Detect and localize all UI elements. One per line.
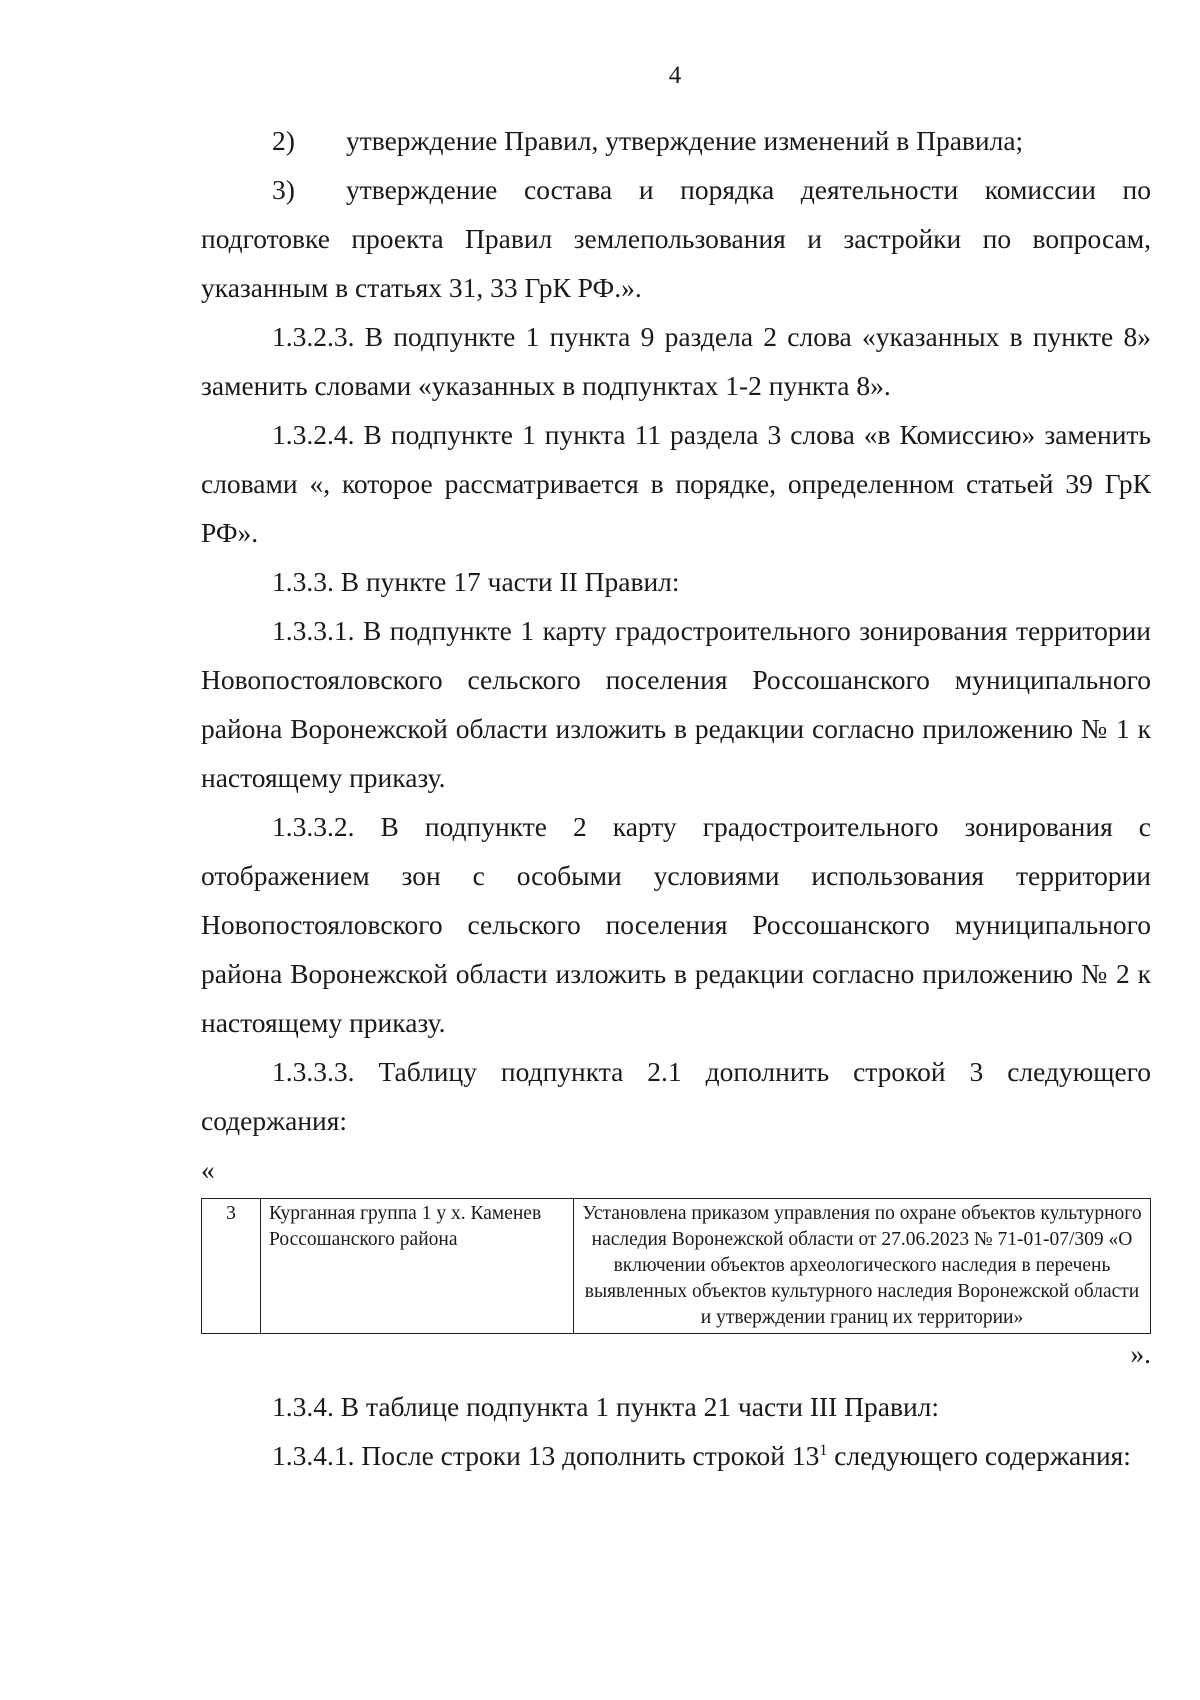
- paragraph-1-3-4: 1.3.4. В таблице подпункта 1 пункта 21 части III Правил:: [272, 1391, 940, 1422]
- paragraph-text: 1.3.4.1. После строки 13 дополнить строкой 13: [272, 1440, 820, 1471]
- close-quote: ».: [1130, 1338, 1151, 1369]
- paragraph-text: следующего содержания:: [827, 1440, 1131, 1471]
- superscript-number: 1: [819, 1441, 828, 1459]
- open-quote: «: [201, 1154, 215, 1185]
- list-item-text: утверждение Правил, утверждение изменений в Правила;: [346, 125, 1024, 156]
- document-body: [201, 116, 1151, 1480]
- paragraph-1-3-2-3: 1.3.2.3. В подпункте 1 пункта 9 раздела 2 слова «указанных в пункте 8» заменить словами «указанных в подпунктах 1-2 пункта 8».: [201, 321, 1151, 401]
- list-item-3: [201, 165, 1151, 312]
- list-item-text: утверждение состава и порядка деятельности комиссии по подготовке проекта Правил землепользования и застройки по вопросам, указанным в статьях 31, 33 ГрК РФ.».: [201, 174, 1151, 303]
- table-row: [202, 1199, 1151, 1334]
- inserted-table: [201, 1198, 1151, 1334]
- page-number: 4: [668, 62, 682, 89]
- paragraph-1-3-3: 1.3.3. В пункте 17 части II Правил:: [272, 566, 680, 597]
- paragraph-1-3-3-3: 1.3.3.3. Таблицу подпункта 2.1 дополнить строкой 3 следующего содержания:: [201, 1056, 1151, 1136]
- paragraph-1-3-3-2: 1.3.3.2. В подпункте 2 карту градостроительного зонирования с отображением зон с особыми условиями использования территории Новопостояловского сельского поселения Россошанского муниципального района Воронежской области изложить в редакции согласно приложению № 2 к настоящему приказу.: [201, 811, 1151, 1038]
- table-cell-name: Курганная группа 1 у х. Каменев Россошанского района: [261, 1199, 574, 1334]
- list-item-number: 3): [272, 174, 295, 205]
- table-cell-description: Установлена приказом управления по охране объектов культурного наследия Воронежской области от 27.06.2023 № 71-01-07/309 «О включении объектов археологического наследия в перечень выявленных объектов культурного наследия Воронежской области и утверждении границ их территории»: [574, 1199, 1151, 1334]
- list-item-2: [201, 116, 1151, 165]
- paragraph-1-3-2-4: 1.3.2.4. В подпункте 1 пункта 11 раздела 3 слова «в Комиссию» заменить словами «, которое рассматривается в порядке, определенном статьей 39 ГрК РФ».: [201, 419, 1151, 548]
- paragraph-1-3-3-1: 1.3.3.1. В подпункте 1 карту градостроительного зонирования территории Новопостояловского сельского поселения Россошанского муниципального района Воронежской области изложить в редакции согласно приложению № 1 к настоящему приказу.: [201, 615, 1151, 793]
- paragraph-1-3-4-1: [201, 1431, 1151, 1480]
- list-item-number: 2): [272, 125, 295, 156]
- table-cell-number: 3: [202, 1199, 261, 1334]
